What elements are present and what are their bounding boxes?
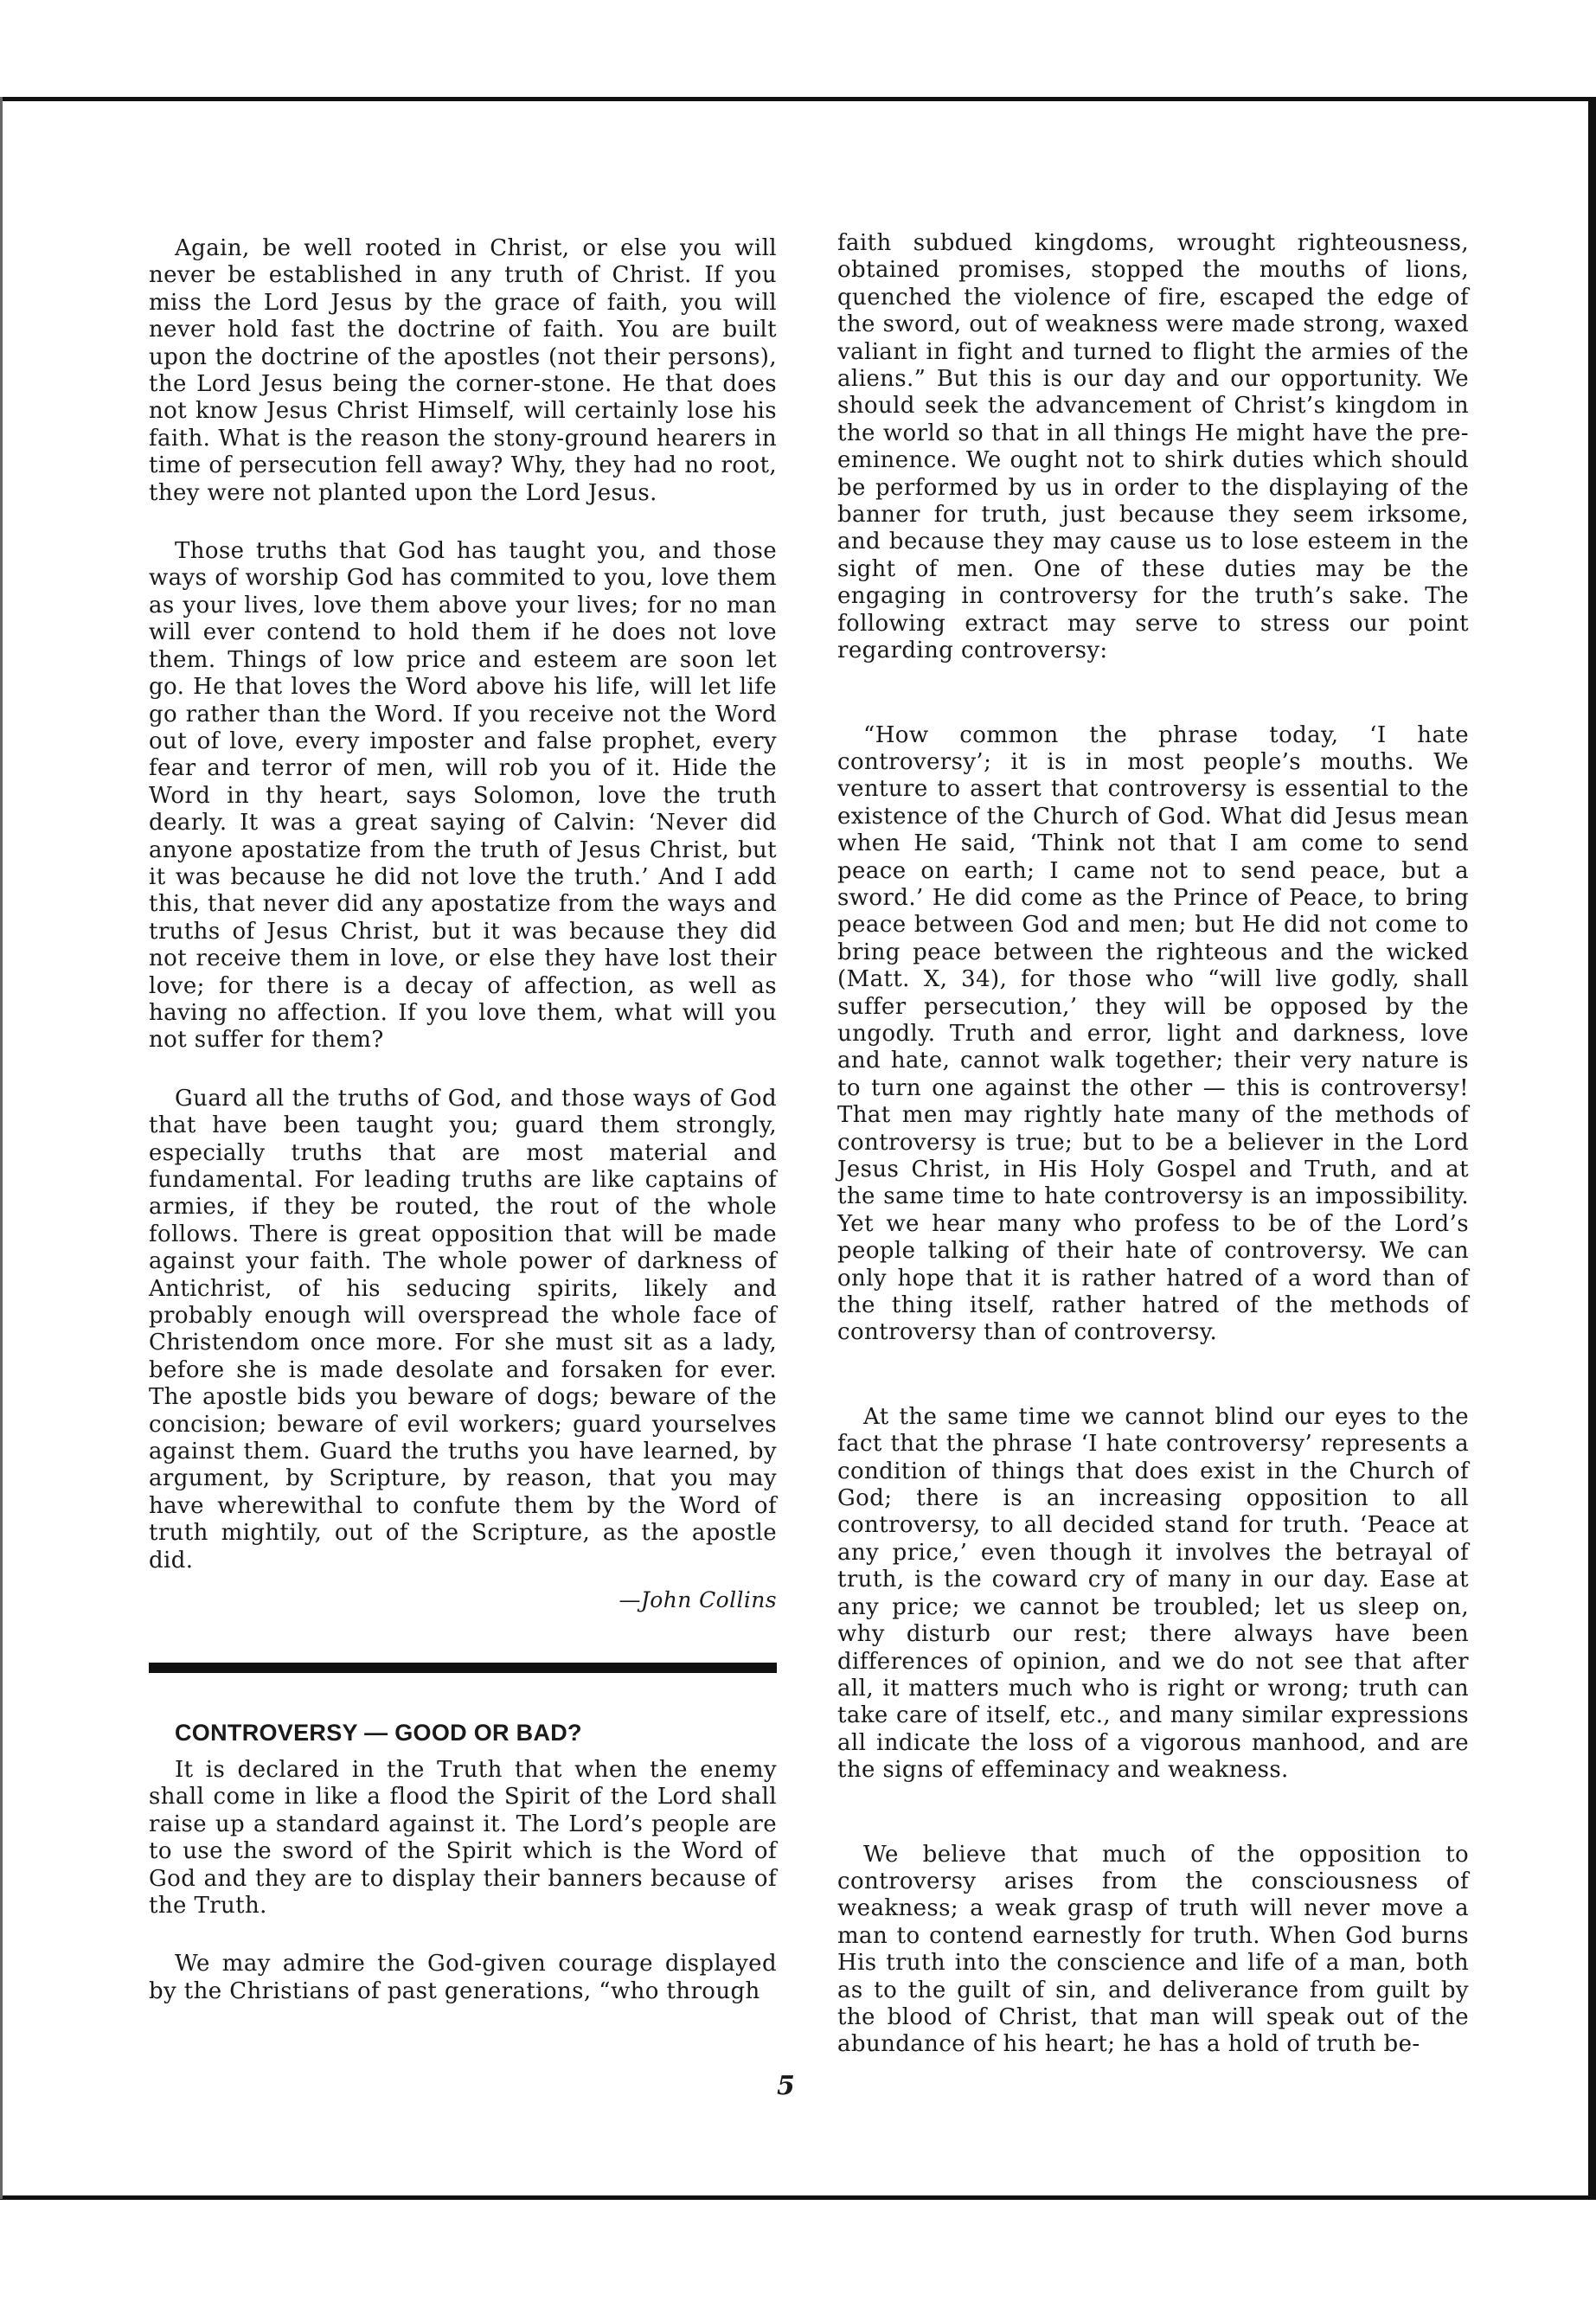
paragraph: Again, be well rooted in Christ, or else you will never be established in any truth of Christ. If you miss the Lord Jesus by the grace of faith, you will never hold fast the doctrine of faith. You are built upon the doctrine of the apostles (not their persons), the Lord Jesus being the corner-stone. He that does not know Jesus Christ Himself, will certainly lose his faith. What is the reason the stony-ground hearers in time of persecution fell away? Why, they had no root, they were not planted upon the Lord Jesus. bbox=[149, 235, 777, 506]
section-divider bbox=[149, 1663, 777, 1673]
article-heading: CONTROVERSY — GOOD OR BAD? bbox=[175, 1719, 582, 1746]
left-column bbox=[149, 235, 777, 2005]
paragraph: At the same time we cannot blind our eyes to the fact that the phrase ‘I hate controversy’ represents a condition of things that does exist in the Church of God; there is an increasing opposition to all controversy, to all decided stand for truth. ‘Peace at any price,’ even though it involves the betrayal of truth, is the coward cry of many in our day. Ease at any price; we cannot be troubled; let us sleep on, why disturb our rest; there always have been differences of opinion, and we do not see that after all, it matters much who is right or wrong; truth can take care of itself, etc., and many similar expressions all indicate the loss of a vigorous manhood, and are the signs of effeminacy and weakness. bbox=[837, 1403, 1469, 1784]
author-signature: —John Collins bbox=[619, 1587, 777, 1613]
paragraph: faith subdued kingdoms, wrought righteousness, obtained promises, stopped the mouths of lions, quenched the violence of fire, escaped the edge of the sword, out of weakness were made strong, waxed valiant in fight and turned to flight the armies of the aliens.” But this is our day and our opportunity. We should seek the advancement of Christ’s kingdom in the world so that in all things He might have the pre-eminence. We ought not to shirk duties which should be performed by us in order to the displaying of the banner for truth, just because they seem irksome, and because they may cause us to lose esteem in the sight of men. One of these duties may be the engaging in controversy for the truth’s sake. The following extract may serve to stress our point regarding controversy: bbox=[837, 230, 1469, 664]
paragraph: We may admire the God-given courage displayed by the Christians of past generations, “who through bbox=[149, 1951, 777, 2004]
paragraph: We believe that much of the opposition to controversy arises from the consciousness of weakness; a weak grasp of truth will never move a man to contend earnestly for truth. When God burns His truth into the conscience and life of a man, both as to the guilt of sin, and deliverance from guilt by the blood of Christ, that man will speak out of the abundance of his heart; he has a hold of truth be- bbox=[837, 1841, 1469, 2058]
paragraph: It is declared in the Truth that when the enemy shall come in like a flood the Spirit of the Lord shall raise up a standard against it. The Lord’s people are to use the sword of the Spirit which is the Word of God and they are to display their banners because of the Truth. bbox=[149, 1756, 777, 1919]
paragraph: Guard all the truths of God, and those ways of God that have been taught you; guard them strongly, especially truths that are most material and fundamental. For leading truths are like captains of armies, if they be routed, the rout of the whole follows. There is great opposition that will be made against your faith. The whole power of darkness of Antichrist, of his seducing spirits, likely and probably enough will overspread the whole face of Christendom once more. For she must sit as a lady, before she is made desolate and forsaken for ever. The apostle bids you beware of dogs; beware of the concision; beware of evil workers; guard yourselves against them. Guard the truths you have learned, by argument, by Scripture, by reason, that you may have wherewithal to confute them by the Word of truth mightily, out of the Scripture, as the apostle did. bbox=[149, 1085, 777, 1574]
paragraph: Those truths that God has taught you, and those ways of worship God has commited to you, love them as your lives, love them above your lives; for no man will ever contend to hold them if he does not love them. Things of low price and esteem are soon let go. He that loves the Word above his life, will let life go rather than the Word. If you receive not the Word out of love, every imposter and false prophet, every fear and terror of men, will rob you of it. Hide the Word in thy heart, says Solomon, love the truth dearly. It was a great saying of Calvin: ‘Never did anyone apostatize from the truth of Jesus Christ, but it was because he did not love the truth.’ And I add this, that never did any apostatize from the ways and truths of Jesus Christ, but it was because they did not receive them in love, or else they have lost their love; for there is a decay of affection, as well as having no affection. If you love them, what will you not suffer for them? bbox=[149, 538, 777, 1054]
right-column bbox=[837, 230, 1469, 2059]
page-number: 5 bbox=[777, 2071, 795, 2101]
quoted-paragraph: “How common the phrase today, ‘I hate controversy’; it is in most people’s mouths. We venture to assert that controversy is essential to the existence of the Church of God. What did Jesus mean when He said, ‘Think not that I am come to send peace on earth; I came not to send peace, but a sword.’ He did come as the Prince of Peace, to bring peace between God and men; but He did not come to bring peace between the righteous and the wicked (Matt. X, 34), for those who “will live godly, shall suffer persecution,’ they will be opposed by the ungodly. Truth and error, light and darkness, love and hate, cannot walk together; their very nature is to turn one against the other — this is controversy! That men may rightly hate many of the methods of controversy is true; but to be a believer in the Lord Jesus Christ, in His Holy Gospel and Truth, and at the same time to hate controversy is an impossibility. Yet we hear many who profess to be of the Lord’s people talking of their hate of controversy. We can only hope that it is rather hatred of a word than of the thing itself, rather hatred of the methods of controversy than of controversy. bbox=[837, 721, 1469, 1346]
